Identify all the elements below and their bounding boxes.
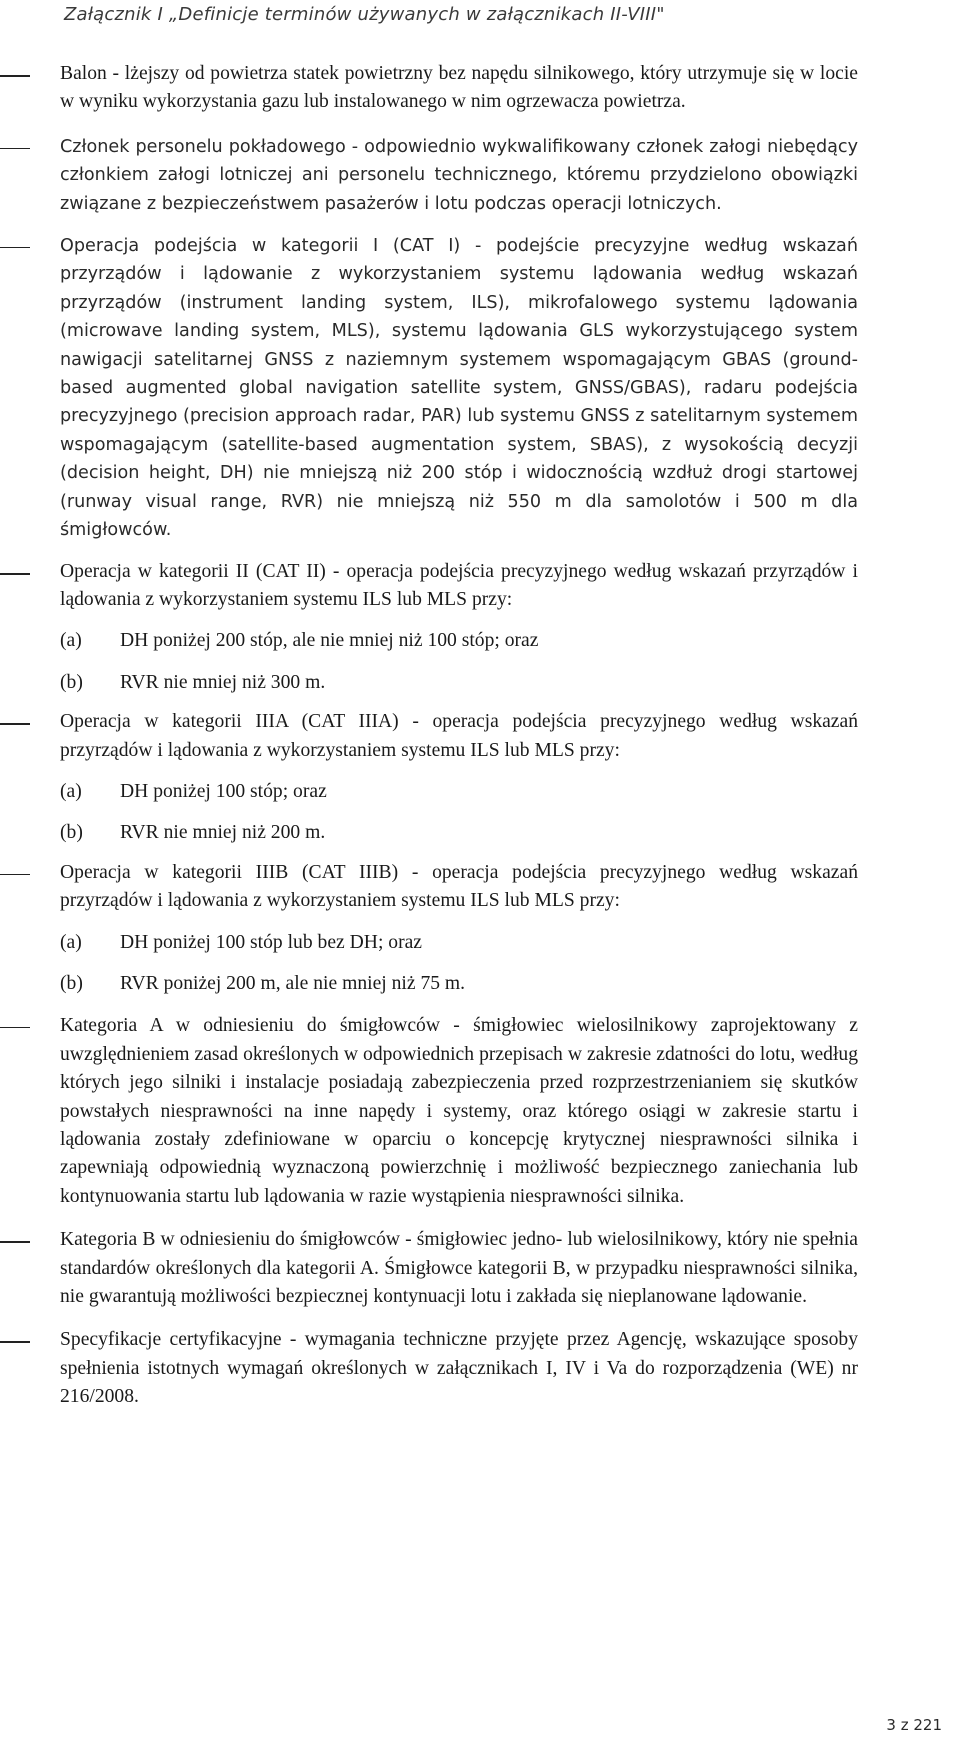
definition-text: Operacja w kategorii IIIB (CAT IIIB) - operacja podejścia precyzyjnego według wskazań przyrządów i lądowania z wykorzystaniem systemu ILS lub MLS przy:	[60, 861, 858, 912]
sub-item	[60, 819, 858, 847]
sub-item	[60, 778, 858, 806]
sub-item-marker: (b)	[60, 972, 83, 994]
definition-entry	[0, 133, 858, 218]
dash-bullet	[0, 1241, 30, 1243]
dash-bullet	[0, 247, 30, 248]
sub-item-text: DH poniżej 100 stóp lub bez DH; oraz	[120, 931, 423, 953]
dash-bullet	[0, 723, 30, 725]
sub-item-text: DH poniżej 100 stóp; oraz	[120, 780, 327, 802]
dash-bullet	[0, 874, 30, 875]
sub-item	[60, 669, 858, 697]
sub-item-marker: (b)	[60, 822, 83, 844]
page-number: 3 z 221	[886, 1716, 942, 1734]
definitions-list	[0, 60, 960, 1428]
dash-bullet	[0, 1341, 30, 1343]
dash-bullet	[0, 75, 30, 77]
sub-item-marker: (b)	[60, 671, 83, 693]
definition-entry	[0, 1012, 858, 1211]
sub-item-text: RVR nie mniej niż 200 m.	[120, 822, 326, 844]
sub-item-marker: (a)	[60, 931, 82, 953]
definition-text: Operacja w kategorii II (CAT II) - operacja podejścia precyzyjnego według wskazań przyrządów i lądowania z wykorzystaniem systemu ILS lub MLS przy:	[60, 560, 858, 610]
sub-item-text: RVR poniżej 200 m, ale nie mniej niż 75 m.	[120, 972, 466, 994]
dash-bullet	[0, 573, 30, 575]
sub-item-text: RVR nie mniej niż 300 m.	[120, 671, 326, 693]
definition-text: Członek personelu pokładowego - odpowiednio wykwalifikowany członek załogi niebędący członkiem załogi lotniczej ani personelu technicznego, któremu przydzielono obowiązki związane z bezpieczeństwem pasażerów i lotu podczas operacji lotniczych.	[60, 136, 858, 214]
definition-entry	[0, 859, 858, 999]
definition-entry	[0, 1226, 858, 1311]
definition-text: Operacja w kategorii IIIA (CAT IIIA) - operacja podejścia precyzyjnego według wskazań przyrządów i lądowania z wykorzystaniem systemu ILS lub MLS przy:	[60, 711, 858, 761]
dash-bullet	[0, 1027, 30, 1028]
dash-bullet	[0, 148, 30, 149]
sub-item-marker: (a)	[60, 630, 82, 652]
definition-text: Operacja podejścia w kategorii I (CAT I) - podejście precyzyjne według wskazań przyrządów i lądowanie z wykorzystaniem systemu lądowania według wskazań przyrządów (instrument landing system, ILS), mikrofalowego systemu lądowania (microwave landing system, MLS), systemu lądowania GLS wykorzystującego system nawigacji satelitarnej GNSS z naziemnym systemem wspomagającym GBAS (ground-based augmented global navigation satellite system, GNSS/GBAS), radaru podejścia precyzyjnego (precision approach radar, PAR) lub systemu GNSS z satelitarnym systemem wspomagającym (satellite-based augmentation system, SBAS), z wysokością decyzji (decision height, DH) nie mniejszą niż 200 stóp i widocznością wzdłuż drogi startowej (runway visual range, RVR) nie mniejszą niż 550 m dla samolotów i 500 m dla śmigłowców.	[60, 236, 858, 541]
definition-entry	[0, 558, 858, 698]
definition-text: Kategoria B w odniesieniu do śmigłowców - śmigłowiec jedno- lub wielosilnikowy, który nie spełnia standardów określonych dla kategorii A. Śmigłowce kategorii B, w przypadku niesprawności silnika, nie gwarantują możliwości bezpiecznej kontynuacji lotu i zakłada się nieplanowane lądowanie.	[60, 1229, 858, 1308]
definition-text: Balon - lżejszy od powietrza statek powietrzny bez napędu silnikowego, który utrzymuje się w locie w wyniku wykorzystania gazu lub instalowanego w nim ogrzewacza powietrza.	[60, 63, 858, 113]
definition-entry	[0, 60, 858, 117]
sub-item-text: DH poniżej 200 stóp, ale nie mniej niż 100 stóp; oraz	[120, 630, 539, 652]
definition-text: Specyfikacje certyfikacyjne - wymagania techniczne przyjęte przez Agencję, wskazujące sposoby spełnienia istotnych wymagań określonych w załącznikach I, IV i Va do rozporządzenia (WE) nr 216/2008.	[60, 1329, 858, 1408]
page-header: Załącznik I „Definicje terminów używanych w załącznikach II-VIII"	[64, 4, 665, 25]
sub-item	[60, 627, 858, 655]
sub-item-marker: (a)	[60, 780, 82, 802]
definition-text: Kategoria A w odniesieniu do śmigłowców - śmigłowiec wielosilnikowy zaprojektowany z uwzględnieniem zasad określonych w odpowiednich przepisach w zakresie zdatności do lotu, według których jego silniki i instalacje posiadają zabezpieczenia przed rozprzestrzenianiem się skutków powstałych niesprawności na inne napędy i systemy, oraz którego osiągi w zakresie startu i lądowania zostały zdefiniowane w oparciu o koncepcję krytycznej niesprawności silnika i zapewniają odpowiednią wyznaczoną powierzchnię i możliwość bezpiecznego zaniechania lub kontynuowania startu lub lądowania w razie wystąpienia niesprawności silnika.	[60, 1015, 858, 1207]
definition-entry	[0, 232, 858, 544]
definition-entry	[0, 708, 858, 848]
sub-item	[60, 929, 858, 957]
definition-entry	[0, 1326, 858, 1411]
sub-item	[60, 970, 858, 998]
